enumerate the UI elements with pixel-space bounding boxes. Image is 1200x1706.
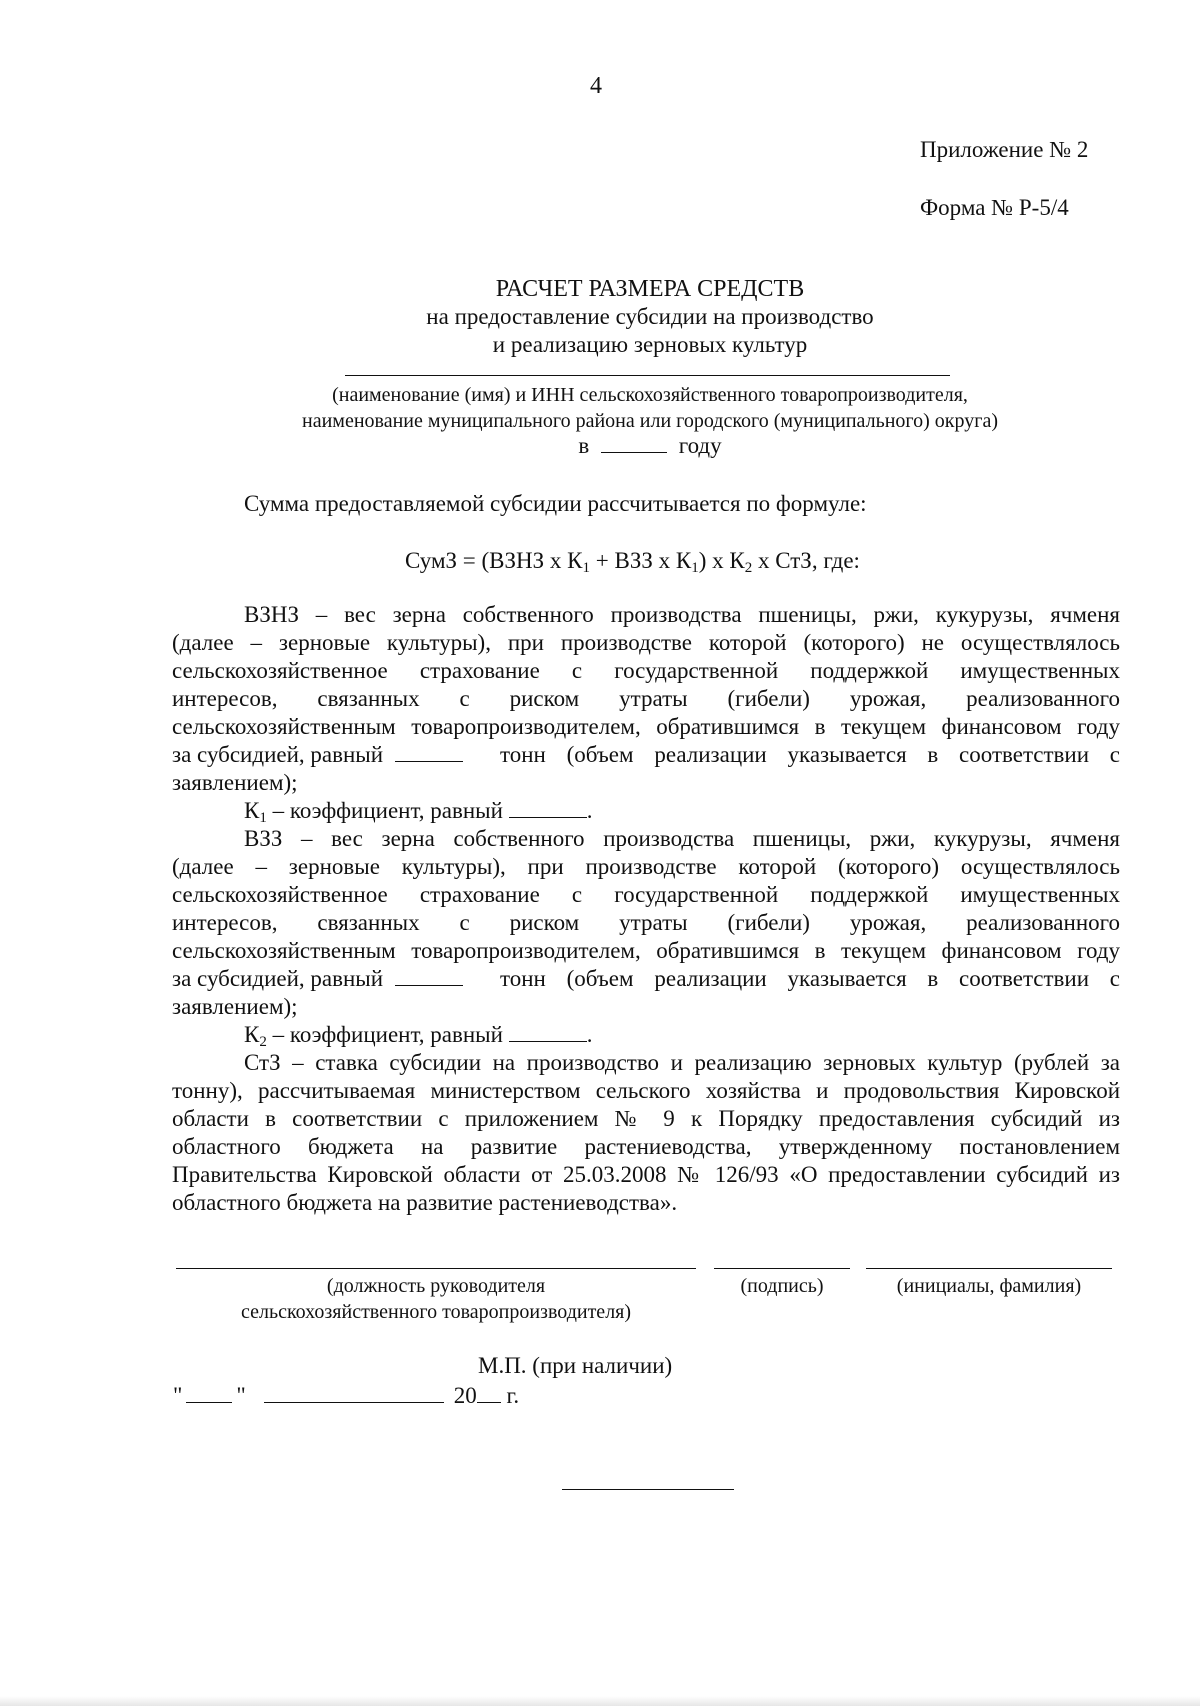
initials-caption: (инициалы, фамилия) [896,1275,1082,1297]
vzz-line: сельскохозяйственное страхование с государственной поддержкой имущественных [172,882,1120,907]
date-day-blank [186,1384,232,1403]
k1-letter: К [244,798,260,823]
vzz-text: тонн (объем реализации указывается в соответствии с [500,966,1120,991]
k1-line [172,797,1120,825]
formula-subscript: 2 [744,560,753,576]
form-number: Форма № Р-5/4 [920,195,1069,220]
formula-part: + ВЗЗ х К [590,548,692,573]
name-caption-line-2: наименование муниципального района или городского (муниципального) округа) [302,410,998,432]
k1-blank [509,799,587,818]
date-year-suffix: г. [506,1383,520,1408]
stz-line: областного бюджета на развитие растениеводства». [172,1190,678,1215]
vznz-tons-blank [395,743,463,762]
k1-text: – коэффициент, равный [266,798,503,823]
date-line [173,1382,519,1410]
signature-caption: (подпись) [740,1275,824,1297]
formula-part: х СтЗ, где: [752,548,860,573]
formula-subscript: 1 [582,560,591,576]
scan-edge [0,1696,1200,1706]
formula-part: ) х К [698,548,745,573]
name-caption [250,382,1050,434]
date-year-prefix: 20 [453,1383,477,1408]
k2-subscript: 2 [259,1034,267,1050]
vznz-text: тонн (объем реализации указывается в соответствии с [500,742,1120,767]
stz-line: областного бюджета на развитие растениеводства, утвержденному постановлением [172,1134,1120,1159]
title-line-2: на предоставление субсидии на производство [426,304,874,329]
signature-line-position [176,1268,696,1269]
k1-end: . [586,798,593,823]
end-separator [562,1489,734,1490]
formula [405,547,860,575]
vznz-line: ВЗНЗ – вес зерна собственного производства пшеницы, ржи, кукурузы, ячменя [244,602,1120,627]
vznz-line: заявлением); [172,770,298,795]
stamp-label: М.П. (при наличии) [478,1353,673,1378]
document-title [300,275,1000,359]
date-month-blank [264,1384,444,1403]
appendix-label: Приложение № 2 [920,137,1089,162]
vznz-text: за субсидией, равный [172,742,384,767]
vznz-line: (далее – зерновые культуры), при производстве которой (которого) не осуществлялось [172,630,1120,655]
vzz-line: сельскохозяйственным товаропроизводителем, обратившимся в текущем финансовом году [172,938,1120,963]
title-line-1: РАСЧЕТ РАЗМЕРА СРЕДСТВ [495,276,805,302]
signature-line-initials [866,1268,1112,1269]
stz-paragraph [172,1049,1120,1217]
vznz-line: сельскохозяйственное страхование с государственной поддержкой имущественных [172,658,1120,683]
year-line [400,432,900,460]
k2-end: . [586,1022,593,1047]
formula-subscript: 1 [691,560,699,576]
vzz-tons-blank [395,967,463,986]
stz-line: СтЗ – ставка субсидии на производство и реализацию зерновых культур (рублей за [244,1050,1120,1075]
k1-subscript: 1 [259,810,267,826]
vzz-line [172,965,1120,993]
vzz-text: за субсидией, равный [172,966,384,991]
k2-letter: К [244,1022,260,1047]
page-number: 4 [590,73,602,99]
vznz-line: сельскохозяйственным товаропроизводителем, обратившимся в текущем финансовом году [172,714,1120,739]
k2-blank [509,1023,587,1042]
position-caption-line-1: (должность руководителя [326,1275,546,1297]
year-suffix: году [678,433,722,458]
k2-line [172,1021,1120,1049]
vzz-line: (далее – зерновые культуры), при производстве которой (которого) осуществлялось [172,854,1120,879]
name-caption-line-1: (наименование (имя) и ИНН сельскохозяйственного товаропроизводителя, [332,384,968,406]
formula-part: СумЗ = (ВЗНЗ х К [405,548,583,573]
stz-line: Правительства Кировской области от 25.03.2008 № 126/93 «О предоставлении субсидий из [172,1162,1120,1187]
position-caption-line-2: сельскохозяйственного товаропроизводителя) [240,1301,632,1323]
k2-text: – коэффициент, равный [266,1022,503,1047]
vzz-paragraph [172,825,1120,1021]
position-caption [176,1273,696,1325]
year-blank [601,434,667,453]
vzz-line: заявлением); [172,994,298,1019]
year-prefix: в [578,433,590,458]
formula-intro: Сумма предоставляемой субсидии рассчитывается по формуле: [244,491,867,516]
date-quote: " [173,1383,183,1408]
signature-line-sign [714,1268,850,1269]
date-year-blank [477,1384,501,1403]
body-text [172,601,1120,1217]
vznz-paragraph [172,601,1120,797]
stz-line: области в соответствии с приложением № 9 к Порядку предоставления субсидий из [172,1106,1120,1131]
vzz-line: ВЗЗ – вес зерна собственного производства пшеницы, ржи, кукурузы, ячменя [244,826,1120,851]
stz-line: тонну), рассчитываемая министерством сельского хозяйства и продовольствия Кировской [172,1078,1120,1103]
title-line-3: и реализацию зерновых культур [492,332,808,357]
vznz-line [172,741,1120,769]
date-quote: " [236,1383,246,1408]
vzz-line: интересов, связанных с риском утраты (гибели) урожая, реализованного [172,910,1120,935]
vznz-line: интересов, связанных с риском утраты (гибели) урожая, реализованного [172,686,1120,711]
name-underline [345,375,950,376]
